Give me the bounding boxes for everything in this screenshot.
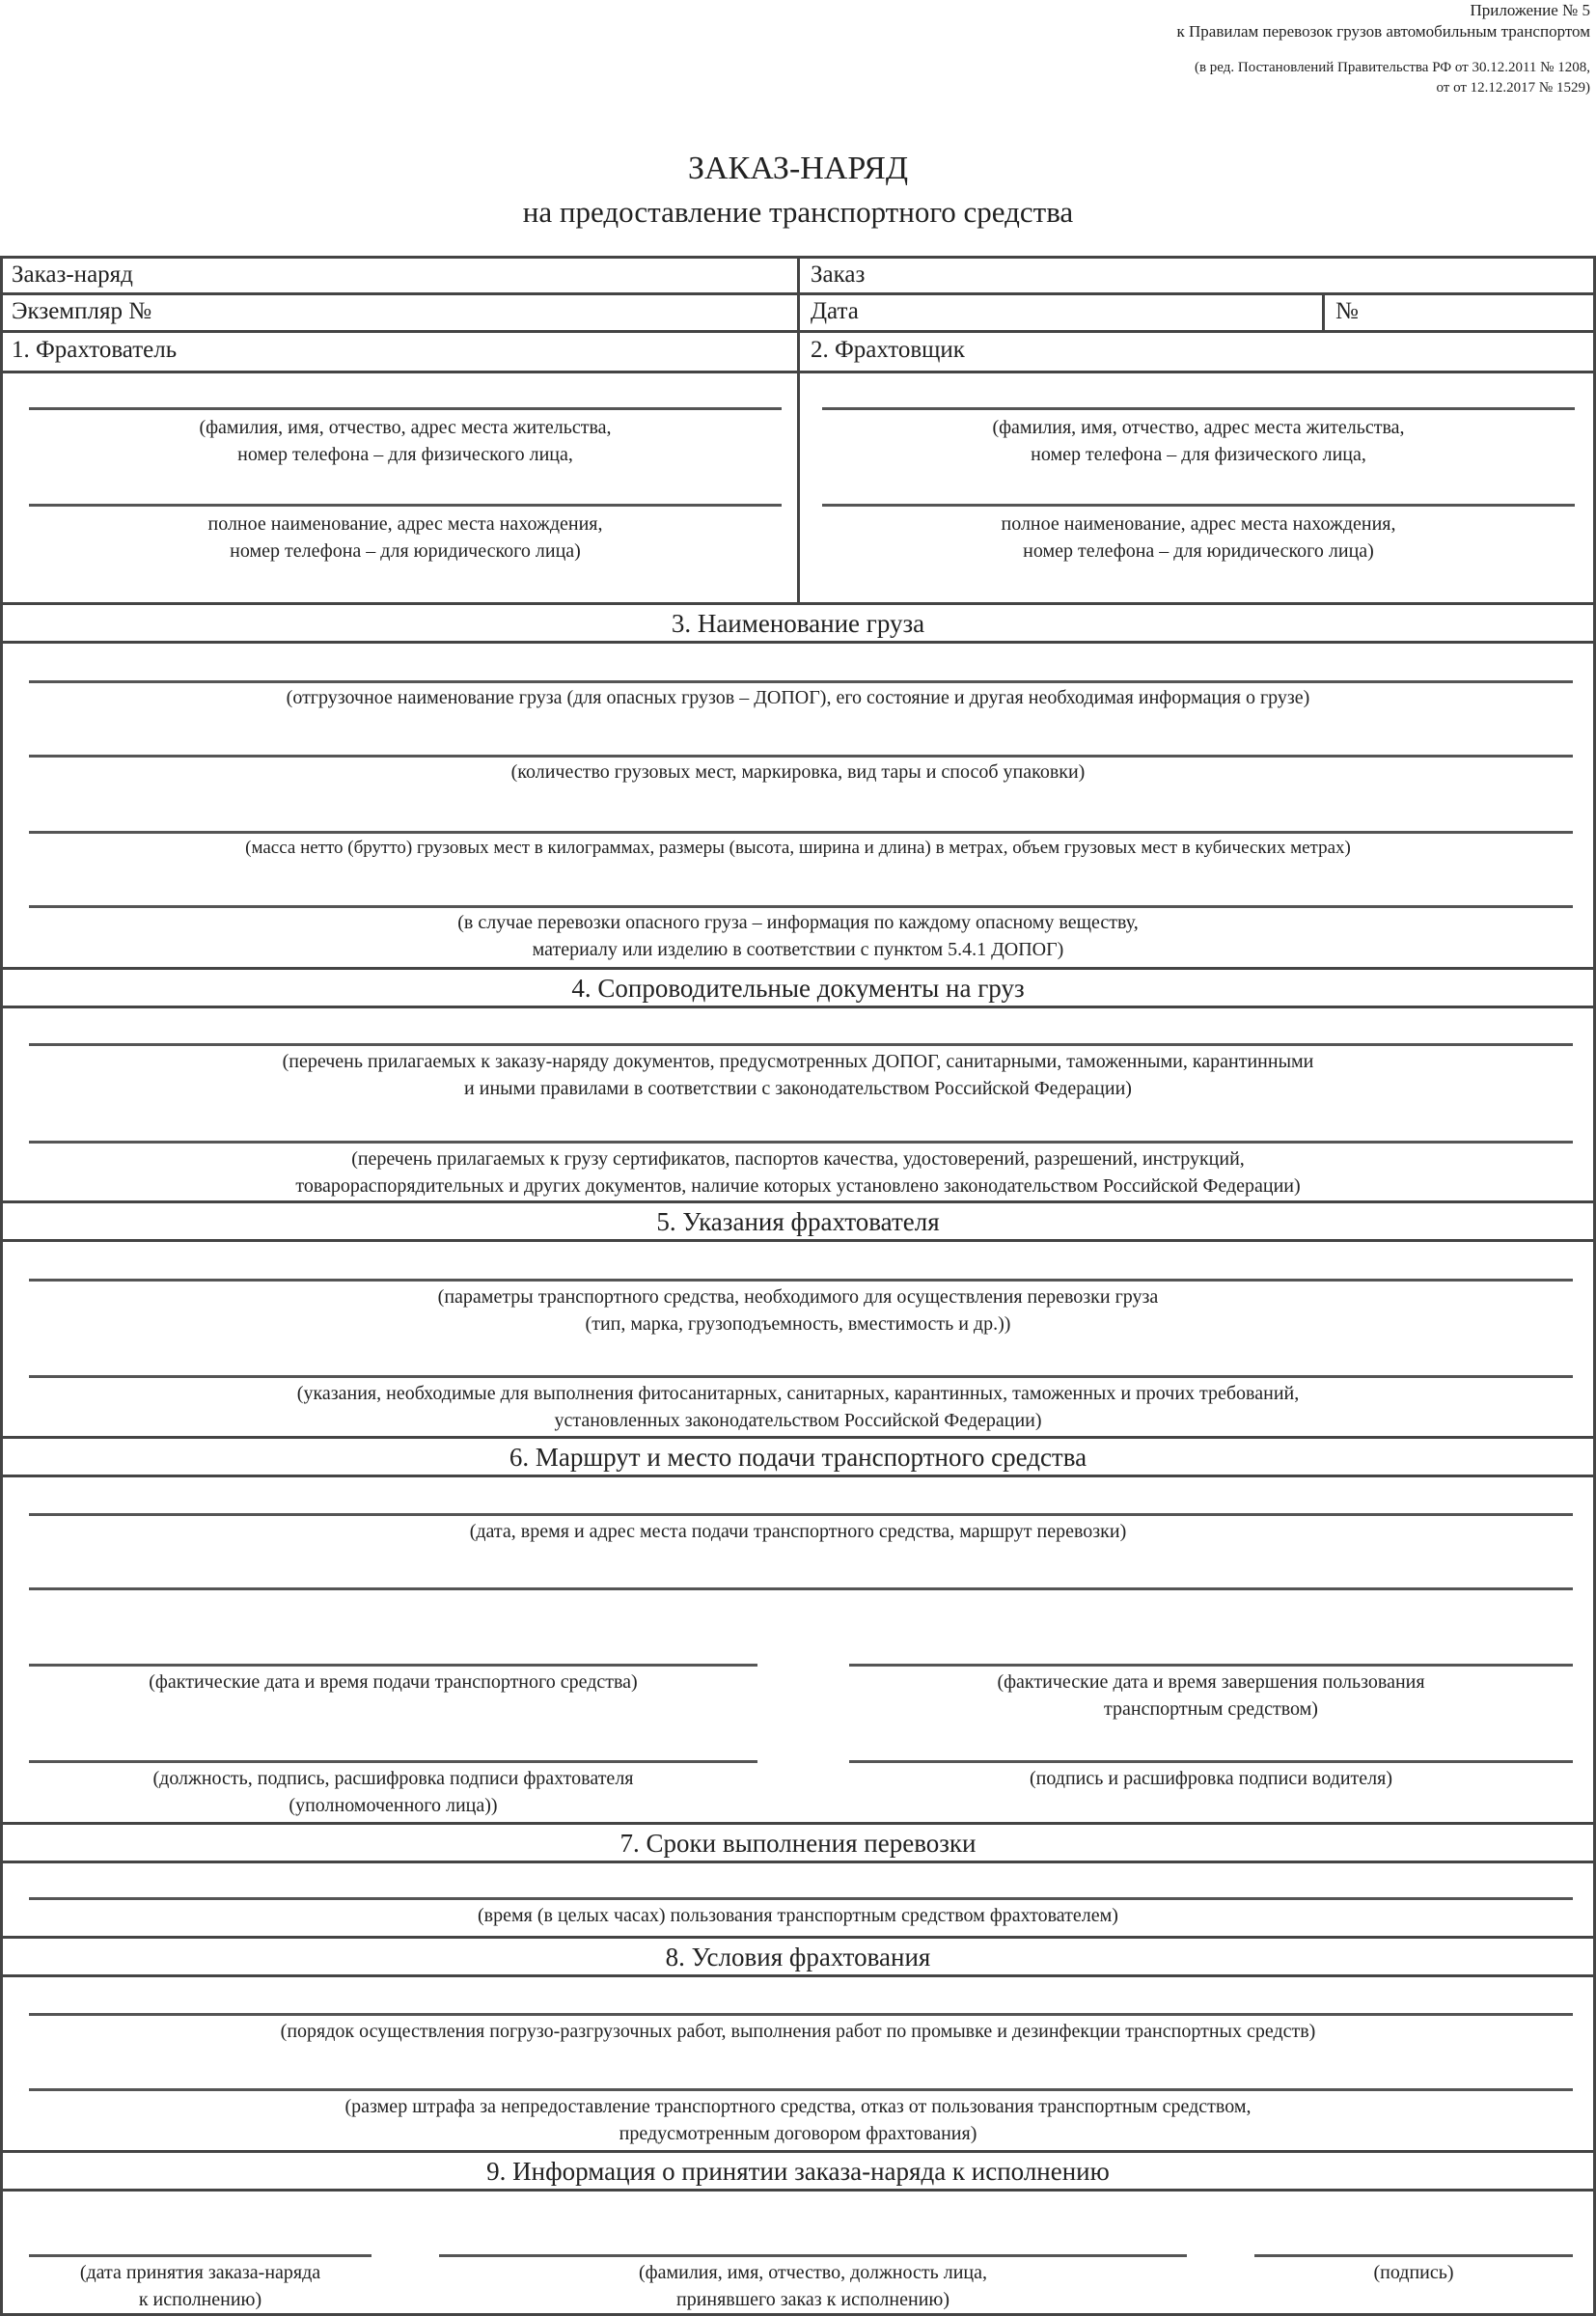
- shipper-individual-caption-1: (фамилия, имя, отчество, адрес места жительства,: [199, 417, 612, 438]
- carrier-individual-caption-1: (фамилия, имя, отчество, адрес места жительства,: [992, 417, 1405, 438]
- section-6-caption-right-2: (подпись и расшифровка подписи водителя): [1030, 1768, 1392, 1789]
- carrier-individual-caption-2: номер телефона – для физического лица,: [1031, 444, 1366, 465]
- carrier-label: 2. Фрахтовщик: [811, 337, 965, 363]
- section-4-caption-1a: (перечень прилагаемых к заказу-наряду документов, предусмотренных ДОПОГ, санитарными, таможенными, карантинными: [282, 1051, 1314, 1072]
- order-form-label: Заказ-наряд: [12, 262, 133, 288]
- date-label: Дата: [811, 298, 859, 324]
- section-5-caption-1a: (параметры транспортного средства, необходимого для осуществления перевозки груза: [437, 1286, 1159, 1308]
- order-label: Заказ: [811, 262, 866, 288]
- section-4-title: 4. Сопроводительные документы на груз: [571, 974, 1025, 1003]
- shipper-legal-field[interactable]: [29, 504, 782, 507]
- row-border: [0, 1200, 1596, 1203]
- route-field[interactable]: [29, 1513, 1573, 1516]
- shipper-instructions-field[interactable]: [29, 1375, 1573, 1378]
- section-3-caption-1: (отгрузочное наименование груза (для опасных грузов – ДОПОГ), его состояние и другая необходимая информация о грузе): [286, 687, 1310, 708]
- actual-arrival-field[interactable]: [29, 1664, 757, 1667]
- vehicle-parameters-field[interactable]: [29, 1279, 1573, 1282]
- order-documents-field[interactable]: [29, 1043, 1573, 1046]
- section-8-caption-2a: (размер штрафа за непредоставление транспортного средства, отказ от пользования транспортным средством,: [344, 2096, 1252, 2117]
- section-6-caption-right-1a: (фактические дата и время завершения пользования: [997, 1671, 1425, 1693]
- carrier-legal-caption-2: номер телефона – для юридического лица): [1023, 540, 1374, 562]
- section-6-caption-left-2b: (уполномоченного лица)): [289, 1795, 498, 1816]
- shipper-signature-field[interactable]: [29, 1760, 757, 1763]
- section-9-caption-date-b: к исполнению): [138, 2289, 262, 2310]
- section-4-caption-1b: и иными правилами в соответствии с законодательством Российской Федерации): [464, 1078, 1132, 1099]
- section-4-caption-2a: (перечень прилагаемых к грузу сертификатов, паспортов качества, удостоверений, разрешений, инструкций,: [351, 1148, 1245, 1170]
- section-3-caption-4b: материалу или изделию в соответствии с пунктом 5.4.1 ДОПОГ): [532, 939, 1064, 960]
- row-border: [0, 1475, 1596, 1477]
- acceptance-date-field[interactable]: [29, 2254, 371, 2257]
- row-border: [0, 1006, 1596, 1008]
- number-label: №: [1335, 298, 1359, 324]
- column-divider: [797, 256, 800, 603]
- penalty-field[interactable]: [29, 2088, 1573, 2091]
- section-5-caption-1b: (тип, марка, грузоподъемность, вместимость и др.)): [585, 1313, 1011, 1335]
- row-border: [0, 2150, 1596, 2153]
- section-3-title: 3. Наименование груза: [671, 609, 925, 638]
- section-6-caption-right-1b: транспортным средством): [1104, 1698, 1318, 1720]
- section-9-caption-date-a: (дата принятия заказа-наряда: [79, 2262, 321, 2283]
- cargo-documents-field[interactable]: [29, 1141, 1573, 1144]
- shipper-individual-field[interactable]: [29, 407, 782, 410]
- carrier-legal-field[interactable]: [822, 504, 1575, 507]
- section-9-title: 9. Информация о принятии заказа-наряда к исполнению: [486, 2157, 1110, 2186]
- section-4-caption-2b: товарораспорядительных и других документов, наличие которых установлено законодательством Российской Федерации): [295, 1175, 1301, 1197]
- row-border: [0, 1936, 1596, 1939]
- row-border: [0, 1822, 1596, 1825]
- section-3-caption-3: (масса нетто (брутто) грузовых мест в килограммах, размеры (высота, ширина и длина) в метрах, объем грузовых мест в кубических метрах): [245, 838, 1351, 858]
- actual-completion-field[interactable]: [849, 1664, 1573, 1667]
- usage-hours-field[interactable]: [29, 1897, 1573, 1900]
- section-8-title: 8. Условия фрахтования: [665, 1943, 931, 1971]
- section-5-caption-2a: (указания, необходимые для выполнения фитосанитарных, санитарных, карантинных, таможенных и прочих требований,: [296, 1383, 1300, 1404]
- loading-procedure-field[interactable]: [29, 2013, 1573, 2016]
- carrier-individual-field[interactable]: [822, 407, 1575, 410]
- row-border: [0, 1861, 1596, 1863]
- section-6-caption-left-2a: (должность, подпись, расшифровка подписи фрахтователя: [152, 1768, 634, 1789]
- section-9-caption-name-b: принявшего заказ к исполнению): [675, 2289, 949, 2310]
- shipper-individual-caption-2: номер телефона – для физического лица,: [237, 444, 573, 465]
- shipper-legal-caption-1: полное наименование, адрес места нахождения,: [207, 513, 603, 535]
- row-border: [0, 641, 1596, 644]
- appendix-number: Приложение № 5: [1470, 1, 1590, 19]
- route-extra-field[interactable]: [29, 1587, 1573, 1590]
- acceptor-name-field[interactable]: [439, 2254, 1187, 2257]
- shipper-label: 1. Фрахтователь: [12, 337, 178, 363]
- copy-number-label: Экземпляр №: [12, 298, 152, 324]
- section-9-caption-name-a: (фамилия, имя, отчество, должность лица,: [638, 2262, 988, 2283]
- section-6-title: 6. Маршрут и место подачи транспортного средства: [509, 1443, 1087, 1472]
- section-3-caption-2: (количество грузовых мест, маркировка, вид тары и способ упаковки): [510, 761, 1086, 783]
- section-3-caption-4a: (в случае перевозки опасного груза – информация по каждому опасному веществу,: [457, 912, 1139, 933]
- section-6-caption-left-1: (фактические дата и время подачи транспортного средства): [149, 1671, 638, 1693]
- section-7-caption-1: (время (в целых часах) пользования транспортным средством фрахтователем): [478, 1905, 1118, 1926]
- section-6-caption-1: (дата, время и адрес места подачи транспортного средства, маршрут перевозки): [469, 1521, 1127, 1542]
- driver-signature-field[interactable]: [849, 1760, 1573, 1763]
- section-7-title: 7. Сроки выполнения перевозки: [619, 1829, 977, 1858]
- shipper-legal-caption-2: номер телефона – для юридического лица): [230, 540, 581, 562]
- section-9-caption-sign: (подпись): [1373, 2262, 1454, 2283]
- edition-note-line1: (в ред. Постановлений Правительства РФ от 30.12.2011 № 1208,: [1194, 60, 1590, 75]
- section-8-caption-1: (порядок осуществления погрузо-разгрузочных работ, выполнения работ по промывке и дезинфекции транспортных средств): [280, 2021, 1316, 2042]
- carrier-legal-caption-1: полное наименование, адрес места нахождения,: [1001, 513, 1396, 535]
- row-border: [0, 1436, 1596, 1439]
- section-5-title: 5. Указания фрахтователя: [656, 1207, 940, 1236]
- row-border: [0, 1974, 1596, 1977]
- appendix-rules: к Правилам перевозок грузов автомобильным транспортом: [1176, 22, 1590, 41]
- number-cell-divider: [1322, 292, 1325, 331]
- document-title: ЗАКАЗ-НАРЯД: [687, 151, 909, 186]
- row-border: [0, 967, 1596, 970]
- edition-note-line2: от от 12.12.2017 № 1529): [1436, 80, 1590, 96]
- section-5-caption-2b: установленных законодательством Российской Федерации): [554, 1410, 1042, 1431]
- section-8-caption-2b: предусмотренным договором фрахтования): [619, 2123, 977, 2144]
- row-border: [0, 1239, 1596, 1242]
- row-border: [0, 2189, 1596, 2192]
- acceptor-signature-field[interactable]: [1254, 2254, 1573, 2257]
- document-subtitle: на предоставление транспортного средства: [522, 195, 1074, 229]
